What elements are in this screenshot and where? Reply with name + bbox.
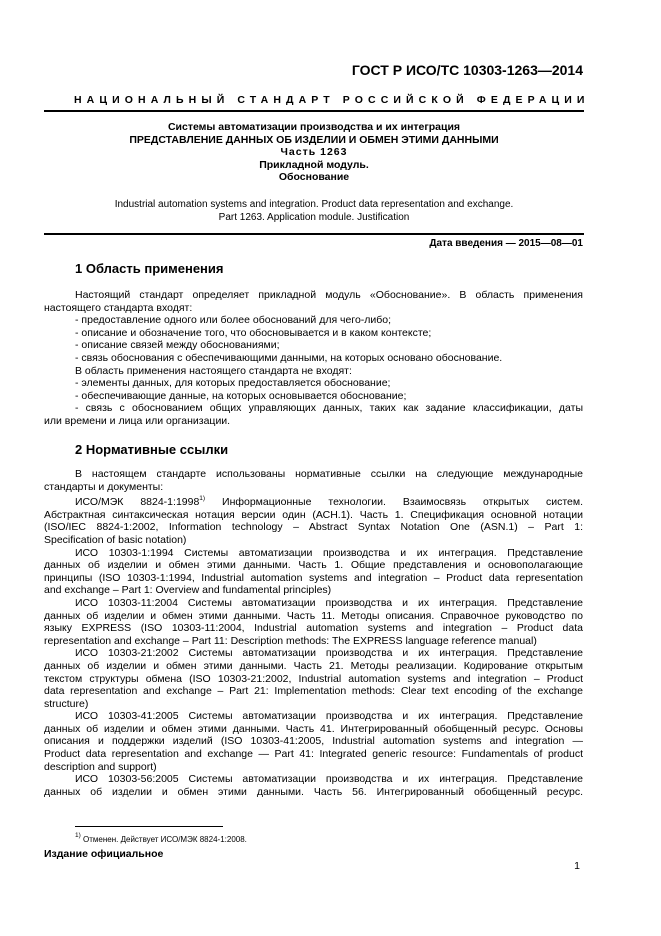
- reference-line: representation and exchange – Part 11: Description methods: The EXPRESS language reference manual): [44, 634, 537, 647]
- list-item: или времени и лица или организации.: [44, 414, 231, 427]
- reference-title: Информационные технологии. Взаимосвязь открытых систем.: [222, 496, 583, 509]
- list-item: - предоставление одного или более обоснований для чего-либо;: [75, 314, 392, 327]
- section-2-body: [44, 468, 583, 798]
- list-item: - связь с обоснованием общих управляющих данных, таких как задание классификации, даты: [75, 402, 583, 415]
- section-2-heading: 2 Нормативные ссылки: [75, 442, 229, 457]
- title-part-number: Часть 1263: [280, 146, 348, 159]
- english-title-line-1: Industrial automation systems and integration. Product data representation and exchange.: [114, 199, 514, 210]
- section-1-heading: 1 Область применения: [75, 261, 224, 276]
- reference-line: данных об изделии и обмен этими данными. Часть 1. Общие представления и основополагающие: [44, 559, 583, 572]
- reference-line: принципы (ISO 10303-1:1994, Industrial automation systems and integration – Product data representation: [44, 571, 583, 584]
- list-item: - связь обоснования с обеспечивающими данными, на которых основано обоснование.: [75, 351, 503, 364]
- title-line-2: ПРЕДСТАВЛЕНИЕ ДАННЫХ ОБ ИЗДЕЛИИ И ОБМЕН ЭТИМИ ДАННЫМИ: [129, 133, 499, 146]
- reference-line: description and support): [44, 760, 157, 773]
- reference-line: данных об изделии и обмен этими данными. Часть 56. Интегрированный обобщенный ресурс.: [44, 785, 583, 798]
- reference-line: Specification of basic notation): [44, 533, 187, 546]
- title-line-1: Системы автоматизации производства и их интеграция: [167, 121, 461, 133]
- reference-line: ИСО 10303-21:2002 Системы автоматизации производства и их интеграция. Представление: [75, 647, 583, 660]
- reference-line: structure): [44, 697, 89, 710]
- reference-line: ИСО 10303-41:2005 Системы автоматизации производства и их интеграция. Представление: [75, 710, 583, 723]
- official-edition-label: Издание официальное: [44, 848, 164, 860]
- footnote-number: 1): [75, 832, 81, 839]
- paragraph-line: стандарты и документы:: [44, 480, 164, 493]
- reference-line: (ISO/IEC 8824-1:2002, Information technology – Abstract Syntax Notation One (ASN.1) – Part 1:: [44, 521, 583, 534]
- list-item: - описание и обозначение того, что обосновывается и в каком контексте;: [75, 326, 432, 339]
- paragraph-line: Настоящий стандарт определяет прикладной модуль «Обоснование». В область применения: [75, 289, 583, 301]
- list-item: - обеспечивающие данные, на которых основывается обоснование;: [75, 389, 407, 402]
- paragraph-line: настоящего стандарта входят:: [44, 301, 193, 314]
- title-line-4: Прикладной модуль.: [259, 158, 369, 171]
- title-block: [44, 121, 584, 184]
- footnote-text: Отменен. Действует ИСО/МЭК 8824-1:2008.: [83, 835, 247, 844]
- reference-line: данных об изделии и обмен этими данными. Часть 21. Методы реализации. Кодирование открытым: [44, 659, 583, 672]
- reference-line: data representation and exchange – Part 21: Implementation methods: Clear text encoding of the exchange: [44, 685, 583, 698]
- national-standard-banner: НАЦИОНАЛЬНЫЙ СТАНДАРТ РОССИЙСКОЙ ФЕДЕРАЦИИ: [74, 94, 590, 106]
- header-divider: [44, 110, 584, 112]
- english-title: [44, 198, 584, 224]
- section-1-body: [44, 289, 583, 428]
- reference-code: ИСО/МЭК 8824-1:1998: [75, 496, 200, 509]
- reference-line: [44, 493, 583, 509]
- reference-line: текстом структуры обмена (ISO 10303-21:2002, Industrial automation systems and integration – Product: [44, 672, 583, 685]
- reference-line: ИСО 10303-56:2005 Системы автоматизации производства и их интеграция. Представление: [75, 773, 583, 786]
- reference-line: Product data representation and exchange — Part 41: Integrated generic resource: Fundamentals of product: [44, 748, 583, 761]
- footnote: [75, 832, 247, 844]
- paragraph-line: В область применения настоящего стандарта не входят:: [75, 364, 352, 377]
- paragraph-line: В настоящем стандарте использованы нормативные ссылки на следующие международные: [75, 468, 583, 480]
- reference-line: ИСО 10303-1:1994 Системы автоматизации производства и их интеграция. Представление: [75, 546, 583, 559]
- introduction-date: Дата введения — 2015—08—01: [429, 238, 583, 249]
- page-number: 1: [574, 860, 580, 872]
- reference-line: описания и поддержки изделий (ISO 10303-41:2005, Industrial automation systems and integration —: [44, 735, 583, 748]
- reference-line: Абстрактная синтаксическая нотация версии один (АСН.1). Часть 1. Спецификация основной нотации: [44, 508, 583, 521]
- reference-line: and exchange – Part 1: Overview and fundamental principles): [44, 584, 332, 597]
- reference-line: языку EXPRESS (ISO 10303-11:2004, Industrial automation systems and integration – Product data: [44, 622, 583, 635]
- footnote-marker: 1): [199, 495, 206, 503]
- list-item: - описание связей между обоснованиями;: [75, 339, 280, 352]
- title-line-5: Обоснование: [278, 171, 350, 184]
- reference-line: ИСО 10303-11:2004 Системы автоматизации производства и их интеграция. Представление: [75, 596, 583, 609]
- list-item: - элементы данных, для которых предоставляется обоснование;: [75, 377, 391, 390]
- footnote-divider: [75, 826, 223, 827]
- reference-line: данных об изделии и обмен этими данными. Часть 11. Методы описания. Справочное руководство по: [44, 609, 583, 622]
- reference-line: данных об изделии и обмен этими данными. Часть 41. Интегрированный обобщенный ресурс. Основы: [44, 722, 583, 735]
- english-title-line-2: Part 1263. Application module. Justification: [218, 212, 410, 223]
- document-code: ГОСТ Р ИСО/ТС 10303-1263—2014: [351, 62, 583, 78]
- title-divider: [44, 233, 584, 235]
